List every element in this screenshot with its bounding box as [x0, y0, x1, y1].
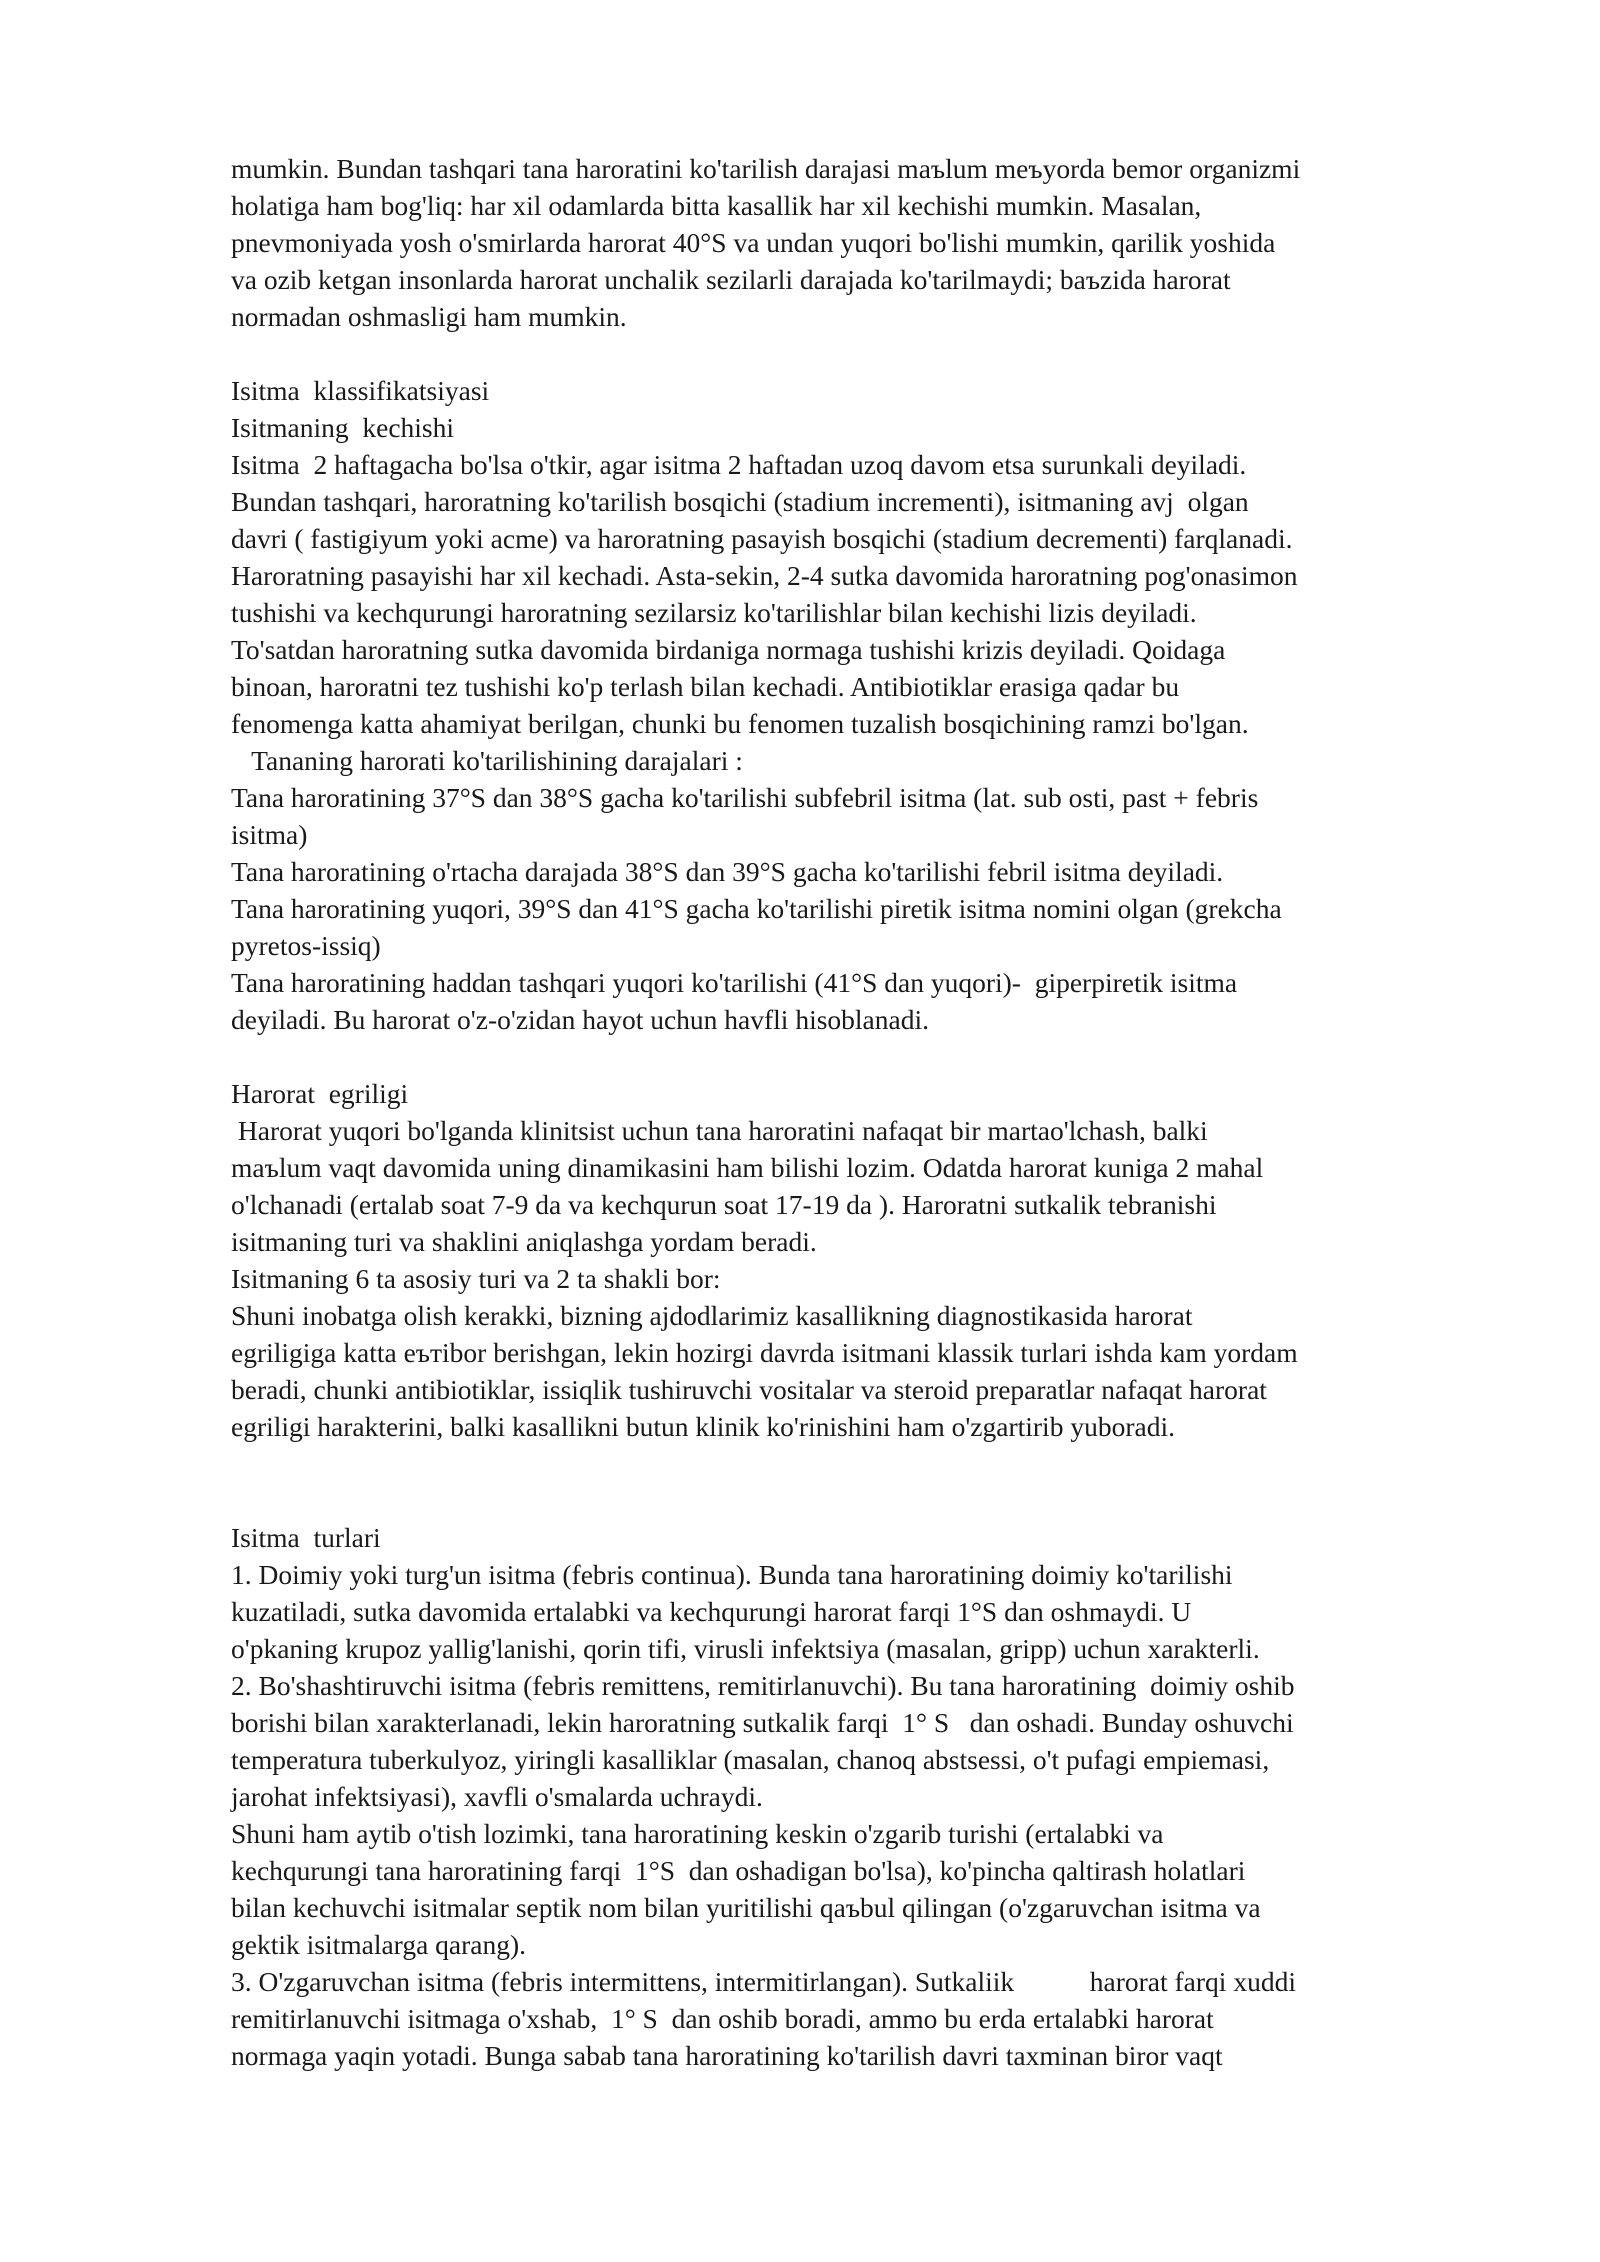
blank-line: [231, 335, 1531, 372]
text-line: egriligiga katta eътibor berishgan, lekin hozirgi davrda isitmani klassik turlari ishda kam yordam: [231, 1337, 1298, 1368]
paragraph: [231, 372, 1531, 1038]
text-line: isitma): [231, 819, 308, 850]
text-line: Isitmaning kechishi: [231, 412, 455, 443]
text-line: jarohat infektsiyasi), xavfli o'smalarda uchraydi.: [231, 1781, 763, 1812]
text-line: binoan, haroratni tez tushishi ko'p terlash bilan kechadi. Antibiotiklar erasiga qadar bu: [231, 671, 1180, 702]
text-line: Shuni inobatga olish kerakki, bizning ajdodlarimiz kasallikning diagnostikasida harorat: [231, 1300, 1193, 1331]
text-line: Haroratning pasayishi har xil kechadi. Asta-sekin, 2-4 sutka davomida haroratning pog'onasimon: [231, 560, 1298, 591]
text-line: holatiga ham bog'liq: har xil odamlarda bitta kasallik har xil kechishi mumkin. Masalan,: [231, 190, 1202, 221]
text-line: maъlum vaqt davomida uning dinamikasini ham bilishi lozim. Odatda harorat kuniga 2 mahal: [231, 1152, 1264, 1183]
paragraph: [231, 1519, 1531, 2074]
blank-line: [231, 1482, 1531, 1519]
text-line: remitirlanuvchi isitmaga o'xshab, 1° S dan oshib boradi, ammo bu erda ertalabki harorat: [231, 2003, 1214, 2034]
text-line: va ozib ketgan insonlarda harorat unchalik sezilarli darajada ko'tarilmaydi; baъzida harorat: [231, 264, 1231, 295]
text-line: Isitmaning 6 ta asosiy turi va 2 ta shakli bor:: [231, 1263, 721, 1294]
text-line: temperatura tuberkulyoz, yiringli kasalliklar (masalan, chanoq abstsessi, o't pufagi empiemasi,: [231, 1744, 1270, 1775]
text-line: Tananing harorati ko'tarilishining darajalari :: [231, 745, 743, 776]
text-line: borishi bilan xarakterlanadi, lekin haroratning sutkalik farqi 1° S dan oshadi. Bunday oshuvchi: [231, 1707, 1294, 1738]
text-line: Tana haroratining 37°S dan 38°S gacha ko'tarilishi subfebril isitma (lat. sub osti, past + febris: [231, 782, 1259, 813]
text-line: Bundan tashqari, haroratning ko'tarilish bosqichi (stadium incrementi), isitmaning avj olgan: [231, 486, 1249, 517]
text-line: o'pkaning krupoz yallig'lanishi, qorin tifi, virusli infektsiya (masalan, gripp) uchun xarakterli.: [231, 1633, 1260, 1664]
text-line: Shuni ham aytib o'tish lozimki, tana haroratining keskin o'zgarib turishi (ertalabki va: [231, 1818, 1164, 1849]
text-line: kechqurungi tana haroratining farqi 1°S dan oshadigan bo'lsa), ko'pincha qaltirash holatlari: [231, 1855, 1246, 1886]
text-line: 3. O'zgaruvchan isitma (febris intermittens, intermitirlangan). Sutkaliik harorat farqi xuddi: [231, 1966, 1296, 1997]
text-line: 1. Doimiy yoki turg'un isitma (febris continua). Bunda tana haroratining doimiy ko'tarilishi: [231, 1559, 1233, 1590]
text-line: Harorat yuqori bo'lganda klinitsist uchun tana haroratini nafaqat bir martao'lchash, balki: [231, 1115, 1208, 1146]
text-line: Isitma klassifikatsiyasi: [231, 375, 490, 406]
text-line: fenomenga katta ahamiyat berilgan, chunki bu fenomen tuzalish bosqichining ramzi bo'lgan.: [231, 708, 1249, 739]
text-line: kuzatiladi, sutka davomida ertalabki va kechqurungi harorat farqi 1°S dan oshmaydi. U: [231, 1596, 1192, 1627]
text-line: normadan oshmasligi ham mumkin.: [231, 301, 627, 332]
text-line: davri ( fastigiyum yoki acme) va haroratning pasayish bosqichi (stadium decrementi) farqlanadi.: [231, 523, 1293, 554]
text-line: bilan kechuvchi isitmalar septik nom bilan yuritilishi qaъbul qilingan (o'zgaruvchan isitma va: [231, 1892, 1261, 1923]
text-line: Harorat egriligi: [231, 1078, 409, 1109]
text-line: tushishi va kechqurungi haroratning sezilarsiz ko'tarilishlar bilan kechishi lizis deyiladi.: [231, 597, 1197, 628]
text-line: gektik isitmalarga qarang).: [231, 1929, 527, 1960]
text-line: isitmaning turi va shaklini aniqlashga yordam beradi.: [231, 1226, 817, 1257]
text-line: 2. Bo'shashtiruvchi isitma (febris remittens, remitirlanuvchi). Bu tana haroratining doimiy oshib: [231, 1670, 1295, 1701]
text-line: o'lchanadi (ertalab soat 7-9 da va kechqurun soat 17-19 da ). Haroratni sutkalik tebranishi: [231, 1189, 1217, 1220]
paragraph: [231, 1075, 1531, 1445]
text-line: Isitma 2 haftagacha bo'lsa o'tkir, agar isitma 2 haftadan uzoq davom etsa surunkali deyiladi.: [231, 449, 1247, 480]
document-page: [231, 150, 1531, 2074]
text-line: Tana haroratining o'rtacha darajada 38°S dan 39°S gacha ko'tarilishi febril isitma deyiladi.: [231, 856, 1224, 887]
text-line: deyiladi. Bu harorat o'z-o'zidan hayot uchun havfli hisoblanadi.: [231, 1004, 929, 1035]
text-line: egriligi harakterini, balki kasallikni butun klinik ko'rinishini ham o'zgartirib yuboradi.: [231, 1411, 1175, 1442]
text-line: To'satdan haroratning sutka davomida birdaniga normaga tushishi krizis deyiladi. Qoidaga: [231, 634, 1226, 665]
text-line: pyretos-issiq): [231, 930, 381, 961]
text-line: Tana haroratining yuqori, 39°S dan 41°S gacha ko'tarilishi piretik isitma nomini olgan (grekcha: [231, 893, 1282, 924]
paragraph: [231, 150, 1531, 335]
text-line: normaga yaqin yotadi. Bunga sabab tana haroratining ko'tarilish davri taxminan biror vaqt: [231, 2040, 1223, 2071]
text-line: Tana haroratining haddan tashqari yuqori ko'tarilishi (41°S dan yuqori)- giperpiretik isitma: [231, 967, 1238, 998]
blank-line: [231, 1038, 1531, 1075]
text-line: Isitma turlari: [231, 1522, 381, 1553]
blank-line: [231, 1445, 1531, 1482]
text-line: beradi, chunki antibiotiklar, issiqlik tushiruvchi vositalar va steroid preparatlar nafaqat harorat: [231, 1374, 1267, 1405]
text-line: mumkin. Bundan tashqari tana haroratini ko'tarilish darajasi maъlum meъyorda bemor organizmi: [231, 153, 1301, 184]
text-line: pnevmoniyada yosh o'smirlarda harorat 40°S va undan yuqori bo'lishi mumkin, qarilik yoshida: [231, 227, 1276, 258]
